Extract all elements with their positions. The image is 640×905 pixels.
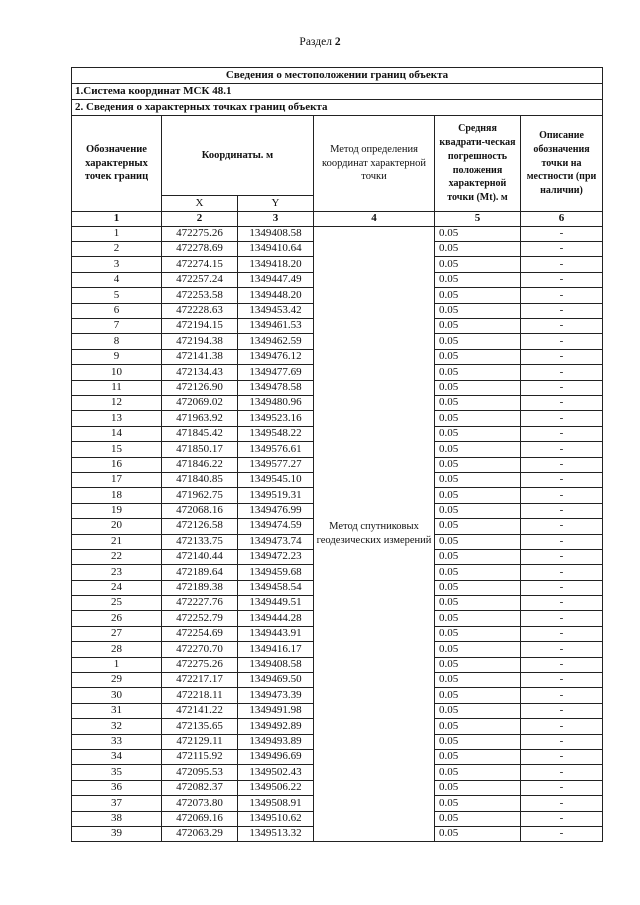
y-coord-cell: 1349418.20 [238, 257, 314, 272]
x-coord-cell: 472141.38 [162, 349, 238, 364]
error-cell: 0.05 [435, 657, 521, 672]
description-cell: - [521, 442, 603, 457]
x-coord-cell: 472275.26 [162, 657, 238, 672]
error-cell: 0.05 [435, 426, 521, 441]
point-cell: 12 [72, 396, 162, 411]
point-cell: 3 [72, 257, 162, 272]
x-coord-cell: 472257.24 [162, 272, 238, 287]
description-cell: - [521, 626, 603, 641]
error-cell: 0.05 [435, 257, 521, 272]
error-cell: 0.05 [435, 334, 521, 349]
error-cell: 0.05 [435, 349, 521, 364]
description-cell: - [521, 673, 603, 688]
x-coord-cell: 472073.80 [162, 796, 238, 811]
x-coord-cell: 472218.11 [162, 688, 238, 703]
y-coord-cell: 1349458.54 [238, 580, 314, 595]
x-coord-cell: 472274.15 [162, 257, 238, 272]
point-cell: 31 [72, 703, 162, 718]
y-coord-cell: 1349519.31 [238, 488, 314, 503]
y-coord-cell: 1349477.69 [238, 365, 314, 380]
header-y: Y [238, 196, 314, 212]
point-cell: 18 [72, 488, 162, 503]
x-coord-cell: 472217.17 [162, 673, 238, 688]
y-coord-cell: 1349491.98 [238, 703, 314, 718]
point-cell: 39 [72, 826, 162, 841]
error-cell: 0.05 [435, 565, 521, 580]
error-cell: 0.05 [435, 519, 521, 534]
point-cell: 6 [72, 303, 162, 318]
y-coord-cell: 1349508.91 [238, 796, 314, 811]
y-coord-cell: 1349459.68 [238, 565, 314, 580]
description-cell: - [521, 549, 603, 564]
y-coord-cell: 1349502.43 [238, 765, 314, 780]
point-cell: 5 [72, 288, 162, 303]
x-coord-cell: 471840.85 [162, 472, 238, 487]
x-coord-cell: 472228.63 [162, 303, 238, 318]
header-x: X [162, 196, 238, 212]
x-coord-cell: 472134.43 [162, 365, 238, 380]
point-cell: 34 [72, 749, 162, 764]
description-cell: - [521, 811, 603, 826]
point-cell: 15 [72, 442, 162, 457]
description-cell: - [521, 319, 603, 334]
table-title: Сведения о местоположении границ объекта [72, 68, 603, 84]
point-cell: 23 [72, 565, 162, 580]
point-cell: 24 [72, 580, 162, 595]
x-coord-cell: 472133.75 [162, 534, 238, 549]
column-number-row [72, 212, 603, 227]
description-cell: - [521, 226, 603, 241]
error-cell: 0.05 [435, 503, 521, 518]
y-coord-cell: 1349476.99 [238, 503, 314, 518]
y-coord-cell: 1349469.50 [238, 673, 314, 688]
y-coord-cell: 1349461.53 [238, 319, 314, 334]
description-cell: - [521, 457, 603, 472]
x-coord-cell: 472278.69 [162, 242, 238, 257]
y-coord-cell: 1349493.89 [238, 734, 314, 749]
point-cell: 35 [72, 765, 162, 780]
error-cell: 0.05 [435, 626, 521, 641]
point-cell: 2 [72, 242, 162, 257]
error-cell: 0.05 [435, 242, 521, 257]
point-cell: 4 [72, 272, 162, 287]
description-cell: - [521, 826, 603, 841]
point-cell: 25 [72, 596, 162, 611]
error-cell: 0.05 [435, 396, 521, 411]
subtitle-row: 2. Сведения о характерных точках границ объекта [72, 100, 603, 116]
error-cell: 0.05 [435, 796, 521, 811]
point-cell: 16 [72, 457, 162, 472]
error-cell: 0.05 [435, 303, 521, 318]
y-coord-cell: 1349480.96 [238, 396, 314, 411]
x-coord-cell: 472126.90 [162, 380, 238, 395]
section-heading [0, 36, 640, 48]
col-number: 6 [521, 212, 603, 227]
y-coord-cell: 1349462.59 [238, 334, 314, 349]
error-cell: 0.05 [435, 826, 521, 841]
description-cell: - [521, 703, 603, 718]
point-cell: 37 [72, 796, 162, 811]
x-coord-cell: 471850.17 [162, 442, 238, 457]
x-coord-cell: 472252.79 [162, 611, 238, 626]
table-row [72, 226, 603, 241]
y-coord-cell: 1349408.58 [238, 226, 314, 241]
point-cell: 33 [72, 734, 162, 749]
y-coord-cell: 1349478.58 [238, 380, 314, 395]
point-cell: 1 [72, 657, 162, 672]
description-cell: - [521, 780, 603, 795]
coord-system-row: 1.Система координат МСК 48.1 [72, 84, 603, 100]
x-coord-cell: 472194.15 [162, 319, 238, 334]
x-coord-cell: 472068.16 [162, 503, 238, 518]
error-cell: 0.05 [435, 442, 521, 457]
error-cell: 0.05 [435, 288, 521, 303]
y-coord-cell: 1349577.27 [238, 457, 314, 472]
x-coord-cell: 471845.42 [162, 426, 238, 441]
x-coord-cell: 471846.22 [162, 457, 238, 472]
y-coord-cell: 1349408.58 [238, 657, 314, 672]
header-error: Средняя квадрати-ческая погрешность положения характерной точки (Mt). м [435, 116, 521, 212]
description-cell: - [521, 796, 603, 811]
x-coord-cell: 472141.22 [162, 703, 238, 718]
y-coord-cell: 1349416.17 [238, 642, 314, 657]
y-coord-cell: 1349523.16 [238, 411, 314, 426]
x-coord-cell: 472129.11 [162, 734, 238, 749]
point-cell: 29 [72, 673, 162, 688]
description-cell: - [521, 503, 603, 518]
point-cell: 9 [72, 349, 162, 364]
error-cell: 0.05 [435, 365, 521, 380]
y-coord-cell: 1349448.20 [238, 288, 314, 303]
point-cell: 13 [72, 411, 162, 426]
section-number: 2 [334, 36, 341, 48]
method-cell: Метод спутниковых геодезических измерений [314, 226, 435, 842]
error-cell: 0.05 [435, 488, 521, 503]
error-cell: 0.05 [435, 734, 521, 749]
description-cell: - [521, 272, 603, 287]
point-cell: 17 [72, 472, 162, 487]
point-cell: 1 [72, 226, 162, 241]
boundary-points-table [71, 67, 603, 842]
y-coord-cell: 1349506.22 [238, 780, 314, 795]
description-cell: - [521, 565, 603, 580]
x-coord-cell: 472270.70 [162, 642, 238, 657]
x-coord-cell: 472275.26 [162, 226, 238, 241]
point-cell: 32 [72, 719, 162, 734]
x-coord-cell: 472095.53 [162, 765, 238, 780]
error-cell: 0.05 [435, 673, 521, 688]
x-coord-cell: 471962.75 [162, 488, 238, 503]
error-cell: 0.05 [435, 703, 521, 718]
point-cell: 22 [72, 549, 162, 564]
description-cell: - [521, 365, 603, 380]
col-number: 4 [314, 212, 435, 227]
description-cell: - [521, 611, 603, 626]
point-cell: 7 [72, 319, 162, 334]
error-cell: 0.05 [435, 642, 521, 657]
description-cell: - [521, 534, 603, 549]
y-coord-cell: 1349444.28 [238, 611, 314, 626]
description-cell: - [521, 519, 603, 534]
error-cell: 0.05 [435, 780, 521, 795]
x-coord-cell: 472189.64 [162, 565, 238, 580]
error-cell: 0.05 [435, 319, 521, 334]
description-cell: - [521, 657, 603, 672]
description-cell: - [521, 396, 603, 411]
x-coord-cell: 472227.76 [162, 596, 238, 611]
y-coord-cell: 1349510.62 [238, 811, 314, 826]
section-prefix: Раздел [299, 36, 335, 48]
point-cell: 26 [72, 611, 162, 626]
description-cell: - [521, 426, 603, 441]
x-coord-cell: 472115.92 [162, 749, 238, 764]
y-coord-cell: 1349473.74 [238, 534, 314, 549]
y-coord-cell: 1349447.49 [238, 272, 314, 287]
col-number: 5 [435, 212, 521, 227]
error-cell: 0.05 [435, 811, 521, 826]
description-cell: - [521, 642, 603, 657]
point-cell: 11 [72, 380, 162, 395]
x-coord-cell: 472254.69 [162, 626, 238, 641]
description-cell: - [521, 719, 603, 734]
x-coord-cell: 472082.37 [162, 780, 238, 795]
point-cell: 8 [72, 334, 162, 349]
description-cell: - [521, 257, 603, 272]
header-point: Обозначение характерных точек границ [72, 116, 162, 212]
col-number: 1 [72, 212, 162, 227]
error-cell: 0.05 [435, 719, 521, 734]
header-description: Описание обозначения точки на местности (при наличии) [521, 116, 603, 212]
y-coord-cell: 1349410.64 [238, 242, 314, 257]
description-cell: - [521, 303, 603, 318]
y-coord-cell: 1349474.59 [238, 519, 314, 534]
error-cell: 0.05 [435, 380, 521, 395]
error-cell: 0.05 [435, 765, 521, 780]
description-cell: - [521, 242, 603, 257]
point-cell: 36 [72, 780, 162, 795]
x-coord-cell: 472069.02 [162, 396, 238, 411]
error-cell: 0.05 [435, 688, 521, 703]
point-cell: 28 [72, 642, 162, 657]
y-coord-cell: 1349576.61 [238, 442, 314, 457]
y-coord-cell: 1349545.10 [238, 472, 314, 487]
description-cell: - [521, 734, 603, 749]
y-coord-cell: 1349473.39 [238, 688, 314, 703]
x-coord-cell: 471963.92 [162, 411, 238, 426]
description-cell: - [521, 580, 603, 595]
y-coord-cell: 1349496.69 [238, 749, 314, 764]
description-cell: - [521, 380, 603, 395]
x-coord-cell: 472063.29 [162, 826, 238, 841]
y-coord-cell: 1349453.42 [238, 303, 314, 318]
y-coord-cell: 1349449.51 [238, 596, 314, 611]
x-coord-cell: 472126.58 [162, 519, 238, 534]
error-cell: 0.05 [435, 549, 521, 564]
point-cell: 20 [72, 519, 162, 534]
error-cell: 0.05 [435, 272, 521, 287]
x-coord-cell: 472135.65 [162, 719, 238, 734]
y-coord-cell: 1349492.89 [238, 719, 314, 734]
point-cell: 14 [72, 426, 162, 441]
x-coord-cell: 472069.16 [162, 811, 238, 826]
header-coords: Координаты. м [162, 116, 314, 196]
description-cell: - [521, 596, 603, 611]
error-cell: 0.05 [435, 457, 521, 472]
description-cell: - [521, 688, 603, 703]
description-cell: - [521, 472, 603, 487]
description-cell: - [521, 411, 603, 426]
point-cell: 19 [72, 503, 162, 518]
x-coord-cell: 472253.58 [162, 288, 238, 303]
error-cell: 0.05 [435, 226, 521, 241]
description-cell: - [521, 765, 603, 780]
error-cell: 0.05 [435, 611, 521, 626]
col-number: 2 [162, 212, 238, 227]
point-cell: 38 [72, 811, 162, 826]
y-coord-cell: 1349443.91 [238, 626, 314, 641]
description-cell: - [521, 349, 603, 364]
y-coord-cell: 1349472.23 [238, 549, 314, 564]
point-cell: 27 [72, 626, 162, 641]
point-cell: 10 [72, 365, 162, 380]
error-cell: 0.05 [435, 749, 521, 764]
y-coord-cell: 1349476.12 [238, 349, 314, 364]
error-cell: 0.05 [435, 472, 521, 487]
point-cell: 30 [72, 688, 162, 703]
error-cell: 0.05 [435, 596, 521, 611]
error-cell: 0.05 [435, 534, 521, 549]
x-coord-cell: 472189.38 [162, 580, 238, 595]
header-method: Метод определения координат характерной точки [314, 116, 435, 212]
description-cell: - [521, 334, 603, 349]
y-coord-cell: 1349548.22 [238, 426, 314, 441]
error-cell: 0.05 [435, 411, 521, 426]
error-cell: 0.05 [435, 580, 521, 595]
x-coord-cell: 472194.38 [162, 334, 238, 349]
x-coord-cell: 472140.44 [162, 549, 238, 564]
y-coord-cell: 1349513.32 [238, 826, 314, 841]
description-cell: - [521, 488, 603, 503]
description-cell: - [521, 749, 603, 764]
description-cell: - [521, 288, 603, 303]
col-number: 3 [238, 212, 314, 227]
point-cell: 21 [72, 534, 162, 549]
